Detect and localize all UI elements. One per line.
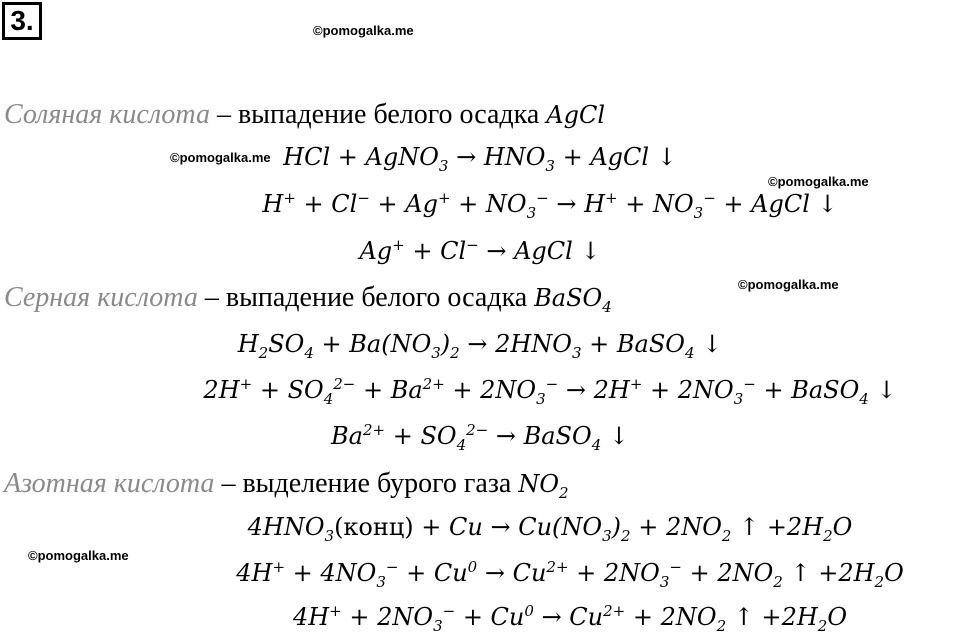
equation-3: Ag+ + Cl− → AgCl ↓	[359, 236, 601, 265]
section-heading	[4, 101, 605, 129]
precipitate-formula: AgCl	[546, 101, 606, 129]
precipitate-formula: BaSO$_4$	[534, 284, 612, 316]
watermark: ©pomogalka.me	[170, 150, 271, 165]
watermark: ©pomogalka.me	[768, 174, 869, 189]
watermark: ©pomogalka.me	[313, 23, 414, 38]
acid-description: – выделение бурого газа	[221, 468, 512, 499]
gas-formula: $NO_2$	[518, 470, 569, 502]
equation-4: $H_2SO_4 + Ba(NO_3)_2 \to 2HNO_3$ + BaSO$_4$ ↓	[237, 330, 723, 362]
equation-6: $Ba^{2+} + SO_4^{2-}$ → BaSO$_4$ ↓	[331, 421, 629, 454]
equation-8: $4H^+ + 4NO_3^- + Cu^0 \to Cu^{2+} + 2NO_3^- + 2NO_2$ ↑ $+2H_2O$	[236, 558, 904, 591]
section-heading	[4, 468, 569, 502]
task-number: 3.	[2, 2, 42, 40]
acid-description: – выпадение белого осадка	[204, 282, 528, 313]
acid-description: – выпадение белого осадка	[216, 99, 540, 130]
watermark: ©pomogalka.me	[28, 548, 129, 563]
equation-7: $4HNO_3(конц) + Cu \to Cu(NO_3)_2 + 2NO_2$ ↑ $+2H_2O$	[247, 513, 853, 545]
equation-5: $2H^+ + SO_4^{2-} + Ba^{2+} + 2NO_3^- \to 2H^+ + 2NO_3^-$ + BaSO$_4$ ↓	[203, 375, 897, 408]
acid-name: Соляная кислота	[4, 99, 210, 130]
equation-1: HCl + AgNO$_3$ → $HNO_3$ + AgCl ↓	[283, 143, 677, 175]
equation-2: $H^+ + Cl^- + Ag^+ + NO_3^- \to H^+ + NO_3^-$ + AgCl ↓	[262, 189, 838, 222]
section-heading	[4, 282, 612, 316]
acid-name: Азотная кислота	[4, 468, 215, 499]
equation-9: $4H^+ + 2NO_3^- + Cu^0 \to Cu^{2+} + 2NO_2$ ↑ $+2H_2O$	[292, 602, 848, 635]
watermark: ©pomogalka.me	[738, 277, 839, 292]
acid-name: Серная кислота	[4, 282, 198, 313]
